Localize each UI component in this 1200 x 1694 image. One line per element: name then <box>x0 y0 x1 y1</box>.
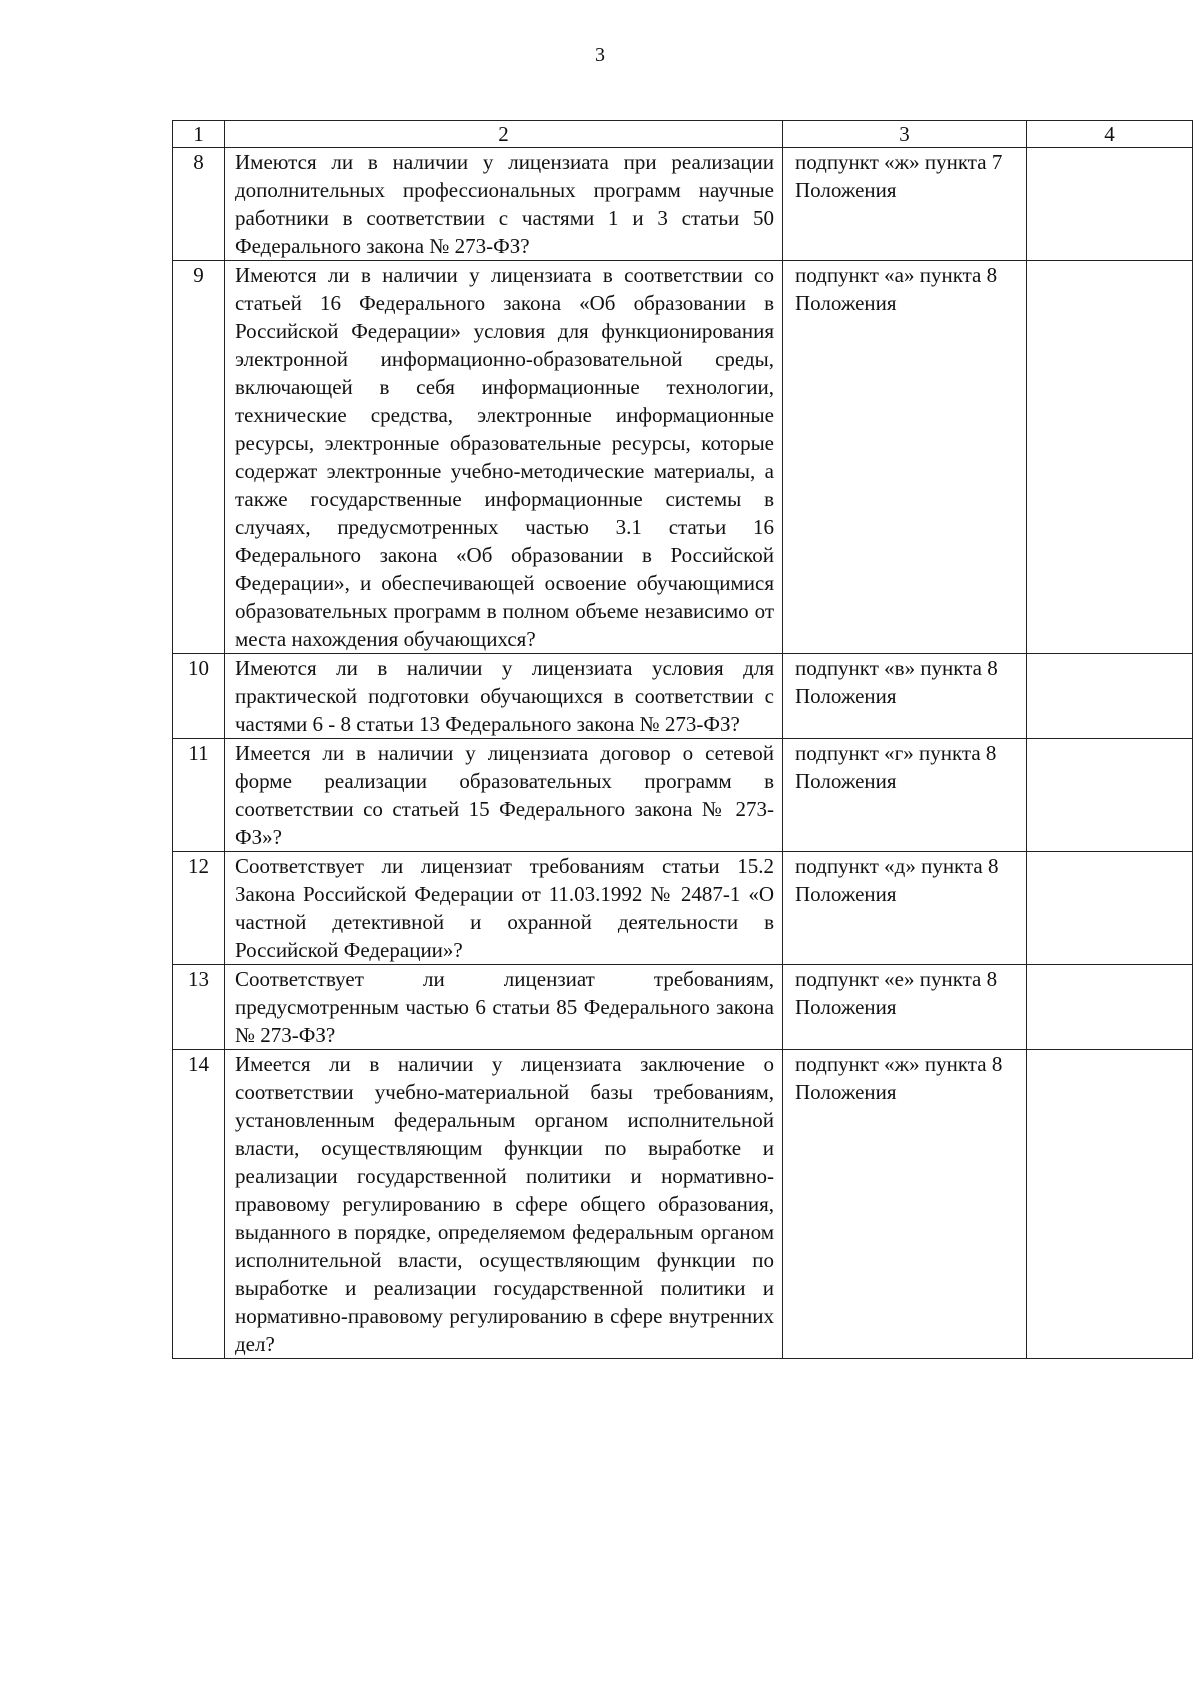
row-question: Имеются ли в наличии у лицензиата при реализации дополнительных профессиональных программ научные работники в соответствии с частями 1 и 3 статьи 50 Федерального закона № 273-ФЗ? <box>225 148 783 261</box>
row-number: 9 <box>173 261 225 654</box>
requirements-table <box>172 120 1193 1359</box>
row-note <box>1027 261 1193 654</box>
row-reference: подпункт «е» пункта 8 Положения <box>783 965 1027 1050</box>
table-row <box>173 1050 1193 1359</box>
table-row <box>173 852 1193 965</box>
row-question: Имеется ли в наличии у лицензиата договор о сетевой форме реализации образовательных программ в соответствии со статьей 15 Федерального закона № 273-ФЗ»? <box>225 739 783 852</box>
table-row <box>173 148 1193 261</box>
row-question: Имеются ли в наличии у лицензиата условия для практической подготовки обучающихся в соответствии с частями 6 - 8 статьи 13 Федерального закона № 273-ФЗ? <box>225 654 783 739</box>
table-row <box>173 654 1193 739</box>
row-note <box>1027 654 1193 739</box>
row-number: 11 <box>173 739 225 852</box>
column-header-2: 2 <box>225 121 783 148</box>
row-reference: подпункт «д» пункта 8 Положения <box>783 852 1027 965</box>
column-header-4: 4 <box>1027 121 1193 148</box>
row-reference: подпункт «в» пункта 8 Положения <box>783 654 1027 739</box>
row-reference: подпункт «ж» пункта 8 Положения <box>783 1050 1027 1359</box>
table-row <box>173 739 1193 852</box>
row-question: Соответствует ли лицензиат требованиям, предусмотренным частью 6 статьи 85 Федерального закона № 273-ФЗ? <box>225 965 783 1050</box>
row-reference: подпункт «г» пункта 8 Положения <box>783 739 1027 852</box>
column-header-3: 3 <box>783 121 1027 148</box>
row-reference: подпункт «а» пункта 8 Положения <box>783 261 1027 654</box>
row-question: Имеется ли в наличии у лицензиата заключение о соответствии учебно-материальной базы требованиям, установленным федеральным органом исполнительной власти, осуществляющим функции по выработке и реализации государственной политики и нормативно-правовому регулированию в сфере общего образования, выданного в порядке, определяемом федеральным органом исполнительной власти, осуществляющим функции по выработке и реализации государственной политики и нормативно-правовому регулированию в сфере внутренних дел? <box>225 1050 783 1359</box>
row-number: 13 <box>173 965 225 1050</box>
row-note <box>1027 852 1193 965</box>
row-note <box>1027 1050 1193 1359</box>
row-note <box>1027 148 1193 261</box>
row-reference: подпункт «ж» пункта 7 Положения <box>783 148 1027 261</box>
column-header-1: 1 <box>173 121 225 148</box>
row-number: 8 <box>173 148 225 261</box>
row-number: 12 <box>173 852 225 965</box>
row-question: Соответствует ли лицензиат требованиям статьи 15.2 Закона Российской Федерации от 11.03.1992 № 2487-1 «О частной детективной и охранной деятельности в Российской Федерации»? <box>225 852 783 965</box>
table-header-row <box>173 121 1193 148</box>
table-row <box>173 261 1193 654</box>
table-row <box>173 965 1193 1050</box>
row-number: 10 <box>173 654 225 739</box>
row-number: 14 <box>173 1050 225 1359</box>
page-number: 3 <box>595 44 605 66</box>
row-note <box>1027 739 1193 852</box>
row-note <box>1027 965 1193 1050</box>
row-question: Имеются ли в наличии у лицензиата в соответствии со статьей 16 Федерального закона «Об образовании в Российской Федерации» условия для функционирования электронной информационно-образовательной среды, включающей в себя информационные технологии, технические средства, электронные информационные ресурсы, электронные образовательные ресурсы, которые содержат электронные учебно-методические материалы, а также государственные информационные системы в случаях, предусмотренных частью 3.1 статьи 16 Федерального закона «Об образовании в Российской Федерации», и обеспечивающей освоение обучающимися образовательных программ в полном объеме независимо от места нахождения обучающихся? <box>225 261 783 654</box>
